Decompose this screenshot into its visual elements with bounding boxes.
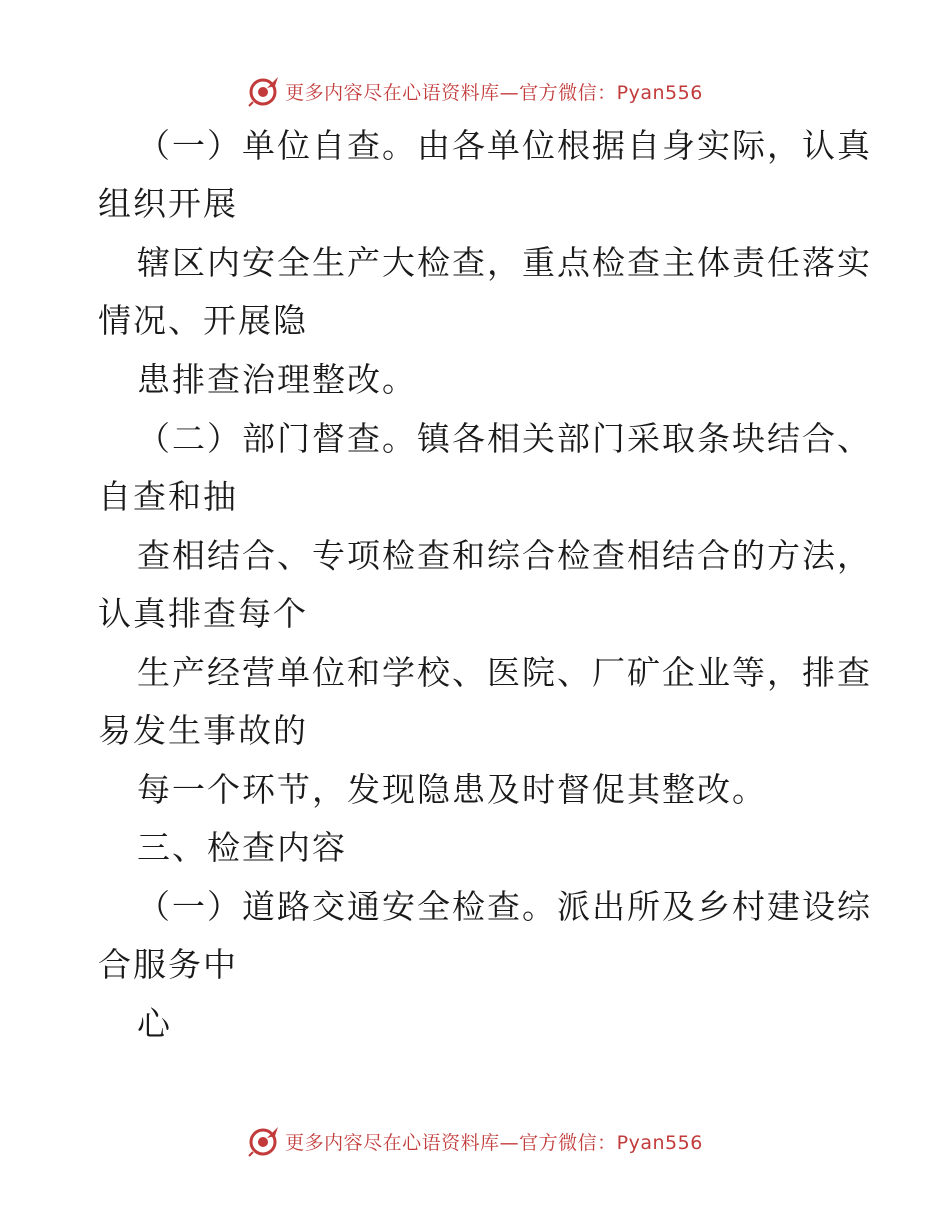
text-line: 合服务中 bbox=[98, 945, 238, 984]
text-line: 每一个环节，发现隐患及时督促其整改。 bbox=[137, 770, 767, 809]
text-line: 认真排查每个 bbox=[98, 594, 308, 633]
text-line: 心 bbox=[137, 1004, 172, 1043]
quill-seal-icon bbox=[247, 1124, 281, 1158]
header-watermark bbox=[0, 74, 950, 108]
text-line: 患排查治理整改。 bbox=[137, 360, 417, 399]
text-line: （一）道路交通安全检查。派出所及乡村建设综 bbox=[137, 887, 872, 926]
watermark-text: 更多内容尽在心语资料库—官方微信：Pyan556 bbox=[285, 1131, 703, 1154]
text-line: 查相结合、专项检查和综合检查相结合的方法， bbox=[137, 536, 872, 575]
text-line: 组织开展 bbox=[98, 184, 238, 223]
text-line: 自查和抽 bbox=[98, 477, 238, 516]
text-line: （二）部门督查。镇各相关部门采取条块结合、 bbox=[137, 419, 872, 458]
text-line: 情况、开展隐 bbox=[98, 301, 308, 340]
watermark-text: 更多内容尽在心语资料库—官方微信：Pyan556 bbox=[285, 81, 703, 104]
footer-watermark bbox=[0, 1124, 950, 1158]
text-line: 辖区内安全生产大检查，重点检查主体责任落实 bbox=[137, 243, 872, 282]
text-line: （一）单位自查。由各单位根据自身实际，认真 bbox=[137, 126, 872, 165]
section-heading: 三、检查内容 bbox=[137, 828, 347, 867]
text-line: 易发生事故的 bbox=[98, 711, 308, 750]
text-line: 生产经营单位和学校、医院、厂矿企业等，排查 bbox=[137, 653, 872, 692]
quill-seal-icon bbox=[247, 74, 281, 108]
